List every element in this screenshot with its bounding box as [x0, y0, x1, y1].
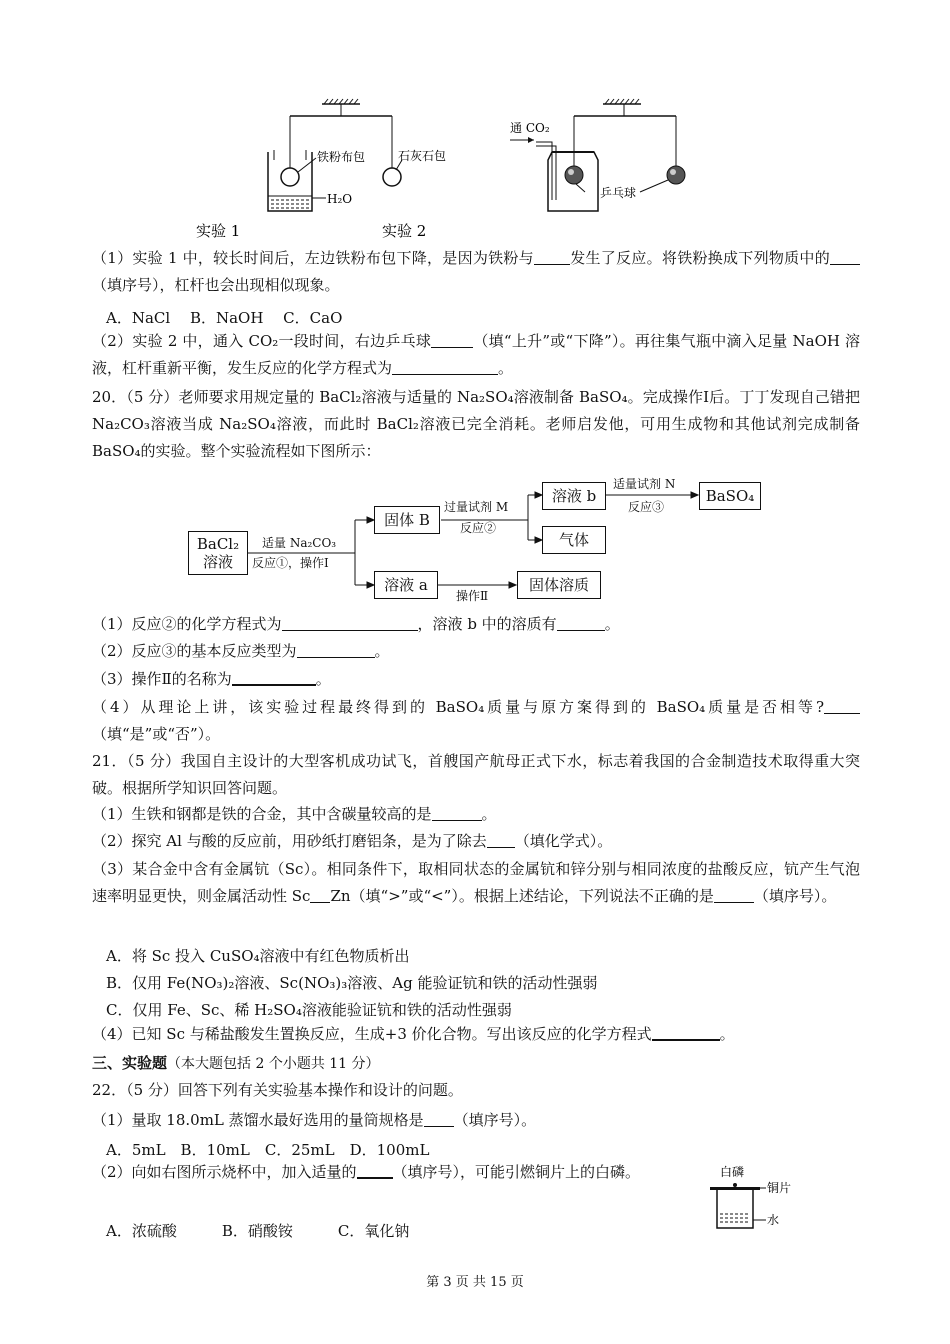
- exp2-apparatus: [510, 99, 685, 211]
- q22-intro: 22．（5 分）回答下列有关实验基本操作和设计的问题。: [92, 1081, 463, 1099]
- page-footer: 第 3 页 共 15 页: [426, 1275, 524, 1290]
- answer-blank[interactable]: [824, 698, 860, 714]
- answer-blank[interactable]: [424, 1111, 454, 1127]
- q21-intro: 21．（5 分）我国自主设计的大型客机成功试飞，首艘国产航母正式下水，标志着我国的合金制造技术取得重大突破。根据所学知识回答问题。: [92, 752, 860, 797]
- experiment-figure: [0, 0, 950, 250]
- answer-blank[interactable]: [652, 1024, 720, 1041]
- answer-blank[interactable]: [297, 642, 375, 658]
- q21-sub4: （4）已知 Sc 与稀盐酸发生置换反应，生成+3 价化合物。写出该反应的化学方程式 。: [92, 1025, 735, 1043]
- q22-options2: A．浓硫酸 B．硝酸铵 C．氧化钠: [106, 1222, 410, 1240]
- reaction2-label: 反应②: [460, 521, 497, 535]
- answer-blank[interactable]: [310, 887, 330, 903]
- co2-inlet-label: 通 CO₂: [510, 121, 550, 135]
- water-label: H₂O: [327, 192, 353, 206]
- q22-sub2: （2）向如右图所示烧杯中，加入适量的 （填序号），可能引燃铜片上的白磷。: [92, 1163, 641, 1181]
- solid-solute-box: 固体溶质: [517, 571, 601, 599]
- reagent-na2co3: 适量 Na₂CO₃: [262, 536, 337, 550]
- solid-b-box: 固体 B: [374, 506, 440, 534]
- q22-sub1: （1）量取 18.0mL 蒸馏水最好选用的量筒规格是 （填序号）。: [92, 1111, 537, 1129]
- gas-box: 气体: [542, 526, 606, 554]
- copper-label: 铜片: [767, 1181, 792, 1195]
- section3-heading: 三、实验题（本大题包括 2 个小题共 11 分）: [92, 1054, 380, 1072]
- reaction1-label: 反应①，操作Ⅰ: [252, 556, 329, 570]
- q21-option-b: B．仅用 Fe(NO₃)₂溶液、Sc(NO₃)₃溶液、Ag 能验证钪和铁的活动性强弱: [106, 974, 598, 992]
- lime-bag-label: 石灰石包: [398, 149, 447, 163]
- answer-blank[interactable]: [282, 615, 418, 631]
- q19-part2: （2）实验 2 中，通入 CO₂一段时间，右边乒乓球 （填“上升”或“下降”）。再往集气瓶中滴入足量 NaOH 溶液，杠杆重新平衡，发生反应的化学方程式为 。: [92, 332, 860, 377]
- q21-option-c: C．仅用 Fe、Sc、稀 H₂SO₄溶液能验证钪和铁的活动性强弱: [106, 1001, 512, 1019]
- q20-sub1: （1）反应②的化学方程式为 ，溶液 b 中的溶质有 。: [92, 615, 620, 633]
- pingpong-label: 乒乓球: [600, 186, 637, 200]
- answer-blank[interactable]: [557, 615, 605, 631]
- q20-intro: 20．（5 分）老师要求用规定量的 BaCl₂溶液与适量的 Na₂SO₄溶液制备 BaSO₄。完成操作Ⅰ后。丁丁发现自己错把 Na₂CO₃溶液当成 Na₂SO₄溶液，而此时 BaCl₂溶液已完全消耗。老师启发他，可用生成物和其他试剂完成制备 BaSO₄的实验。整个实验流程如下图所示：: [92, 388, 860, 460]
- exp1-label: 实验 1: [196, 222, 241, 240]
- answer-blank[interactable]: [714, 887, 754, 903]
- q22-options1: A．5mL B．10mL C．25mL D．100mL: [106, 1141, 430, 1159]
- q21-sub3: （3）某合金中含有金属钪（Sc）。相同条件下，取相同状态的金属钪和锌分别与相同浓度的盐酸反应，钪产生气泡速率明显更快，则金属活动性 Sc Zn（填“>”或“<”）。根据上述结论，下列说法不正确的是 （填序号）。: [92, 860, 860, 905]
- beaker-figure: [700, 1160, 810, 1235]
- answer-blank[interactable]: [487, 832, 515, 848]
- answer-blank[interactable]: [392, 359, 498, 375]
- solution-b-box: 溶液 b: [542, 482, 606, 510]
- water-label: 水: [767, 1213, 780, 1227]
- q19-part1: （1）实验 1 中，较长时间后，左边铁粉布包下降，是因为铁粉与 发生了反应。将铁粉换成下列物质中的（填序号），杠杆也会出现相似现象。: [92, 245, 860, 299]
- baso4-box: BaSO₄: [699, 482, 761, 510]
- q21-sub2: （2）探究 Al 与酸的反应前，用砂纸打磨铝条，是为了除去 （填化学式）。: [92, 832, 613, 850]
- bacl2-solution-box: BaCl₂ 溶液: [188, 531, 248, 575]
- solution-a-box: 溶液 a: [374, 571, 438, 599]
- iron-bag-label: 铁粉布包: [317, 150, 366, 164]
- q21-option-a: A．将 Sc 投入 CuSO₄溶液中有红色物质析出: [106, 947, 410, 965]
- exp2-label: 实验 2: [382, 222, 427, 240]
- operation2-label: 操作Ⅱ: [456, 589, 489, 603]
- answer-blank[interactable]: [232, 669, 316, 686]
- q20-sub2: （2）反应③的基本反应类型为 。: [92, 642, 390, 660]
- answer-blank[interactable]: [534, 249, 570, 265]
- q19-options: A．NaCl B．NaOH C．CaO: [106, 309, 343, 327]
- reagent-n: 适量试剂 N: [613, 477, 676, 491]
- reaction3-label: 反应③: [628, 500, 665, 514]
- reagent-m: 过量试剂 M: [444, 500, 509, 514]
- answer-blank[interactable]: [431, 332, 473, 348]
- answer-blank[interactable]: [357, 1162, 393, 1179]
- q20-sub4: （4）从理论上讲，该实验过程最终得到的 BaSO₄质量与原方案得到的 BaSO₄质量是否相等?（填“是”或“否”）。: [92, 694, 860, 748]
- q21-sub1: （1）生铁和钢都是铁的合金，其中含碳量较高的是 。: [92, 805, 497, 823]
- white-phosphorus-label: 白磷: [720, 1165, 745, 1179]
- q20-sub3: （3）操作Ⅱ的名称为 。: [92, 670, 331, 688]
- answer-blank[interactable]: [830, 249, 860, 265]
- answer-blank[interactable]: [432, 805, 482, 821]
